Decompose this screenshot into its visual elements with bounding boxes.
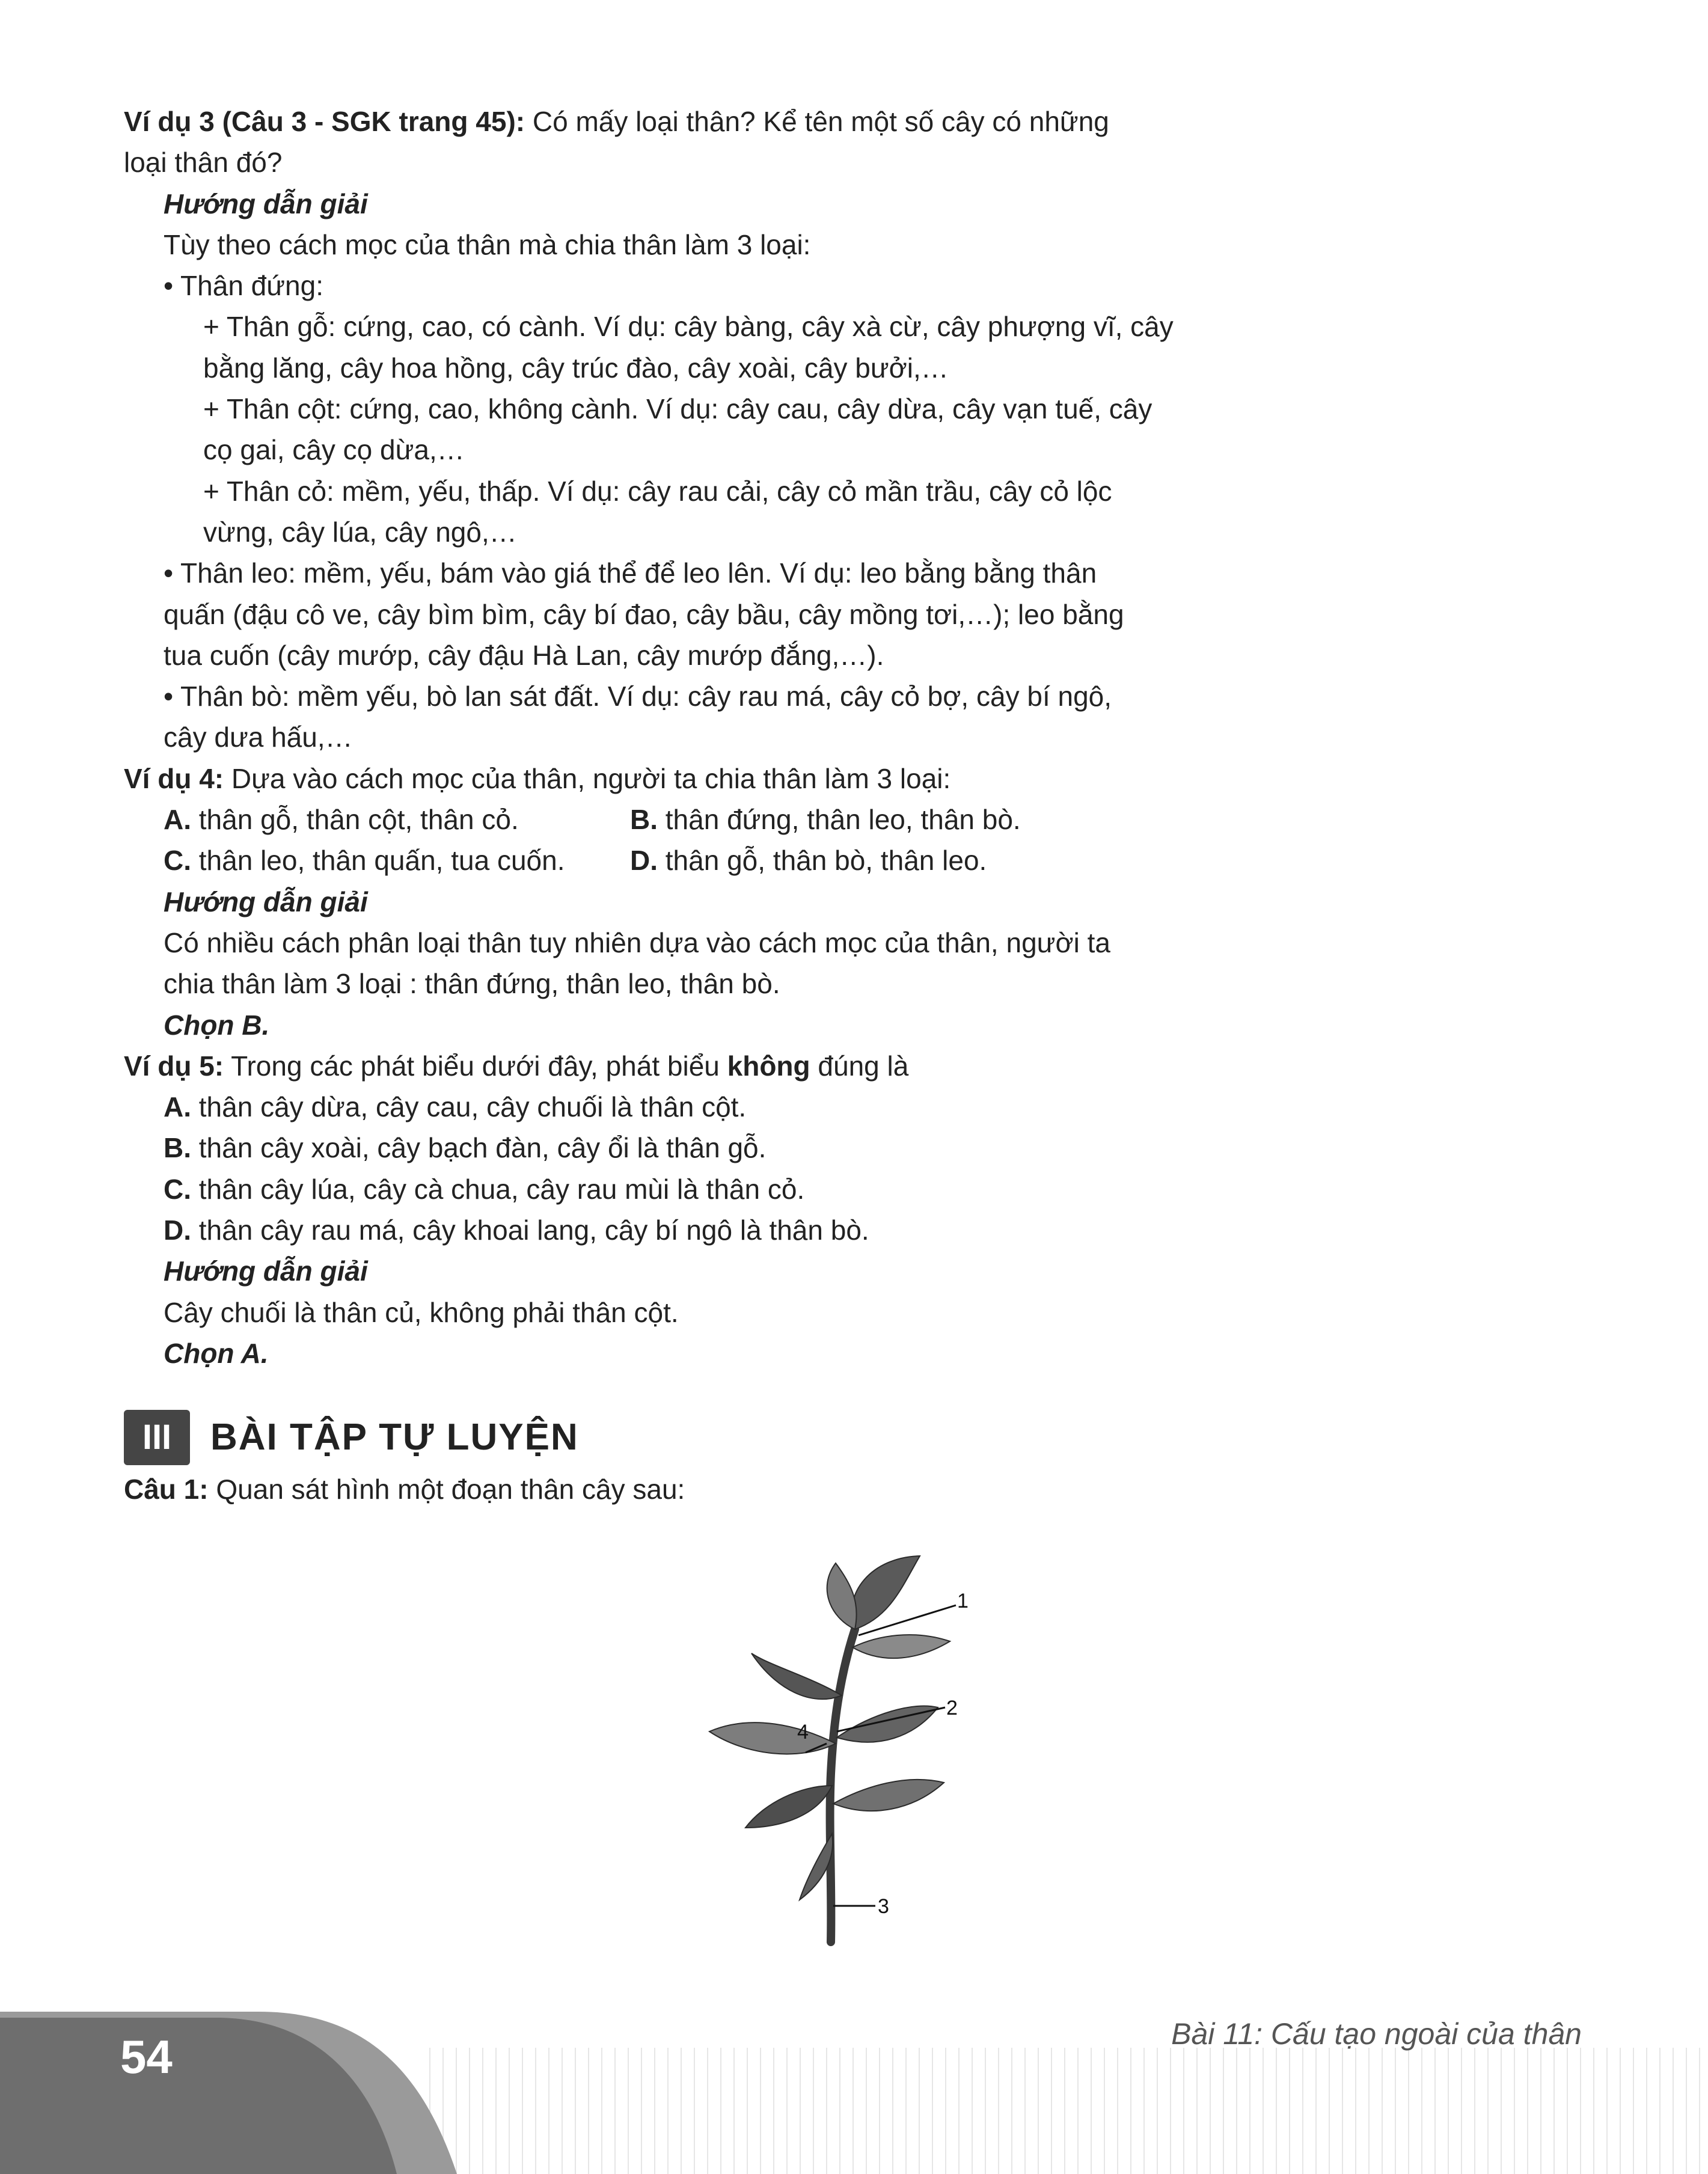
sub-bullet-line: vừng, cây lúa, cây ngô,…	[203, 516, 517, 548]
answer-line: Chọn B.	[164, 1009, 270, 1041]
option-key: D.	[630, 845, 658, 877]
figure-label-4: 4	[797, 1721, 809, 1744]
running-title: Bài 11: Cấu tạo ngoài của thân	[1171, 2017, 1582, 2051]
option-key: D.	[164, 1214, 191, 1246]
sub-bullet-line: + Thân cỏ: mềm, yếu, thấp. Ví dụ: cây rau cải, cây cỏ mần trầu, cây cỏ lộc	[203, 475, 1112, 507]
solution-line: Cây chuối là thân củ, không phải thân cột.	[164, 1296, 679, 1328]
option-key: A.	[164, 1091, 191, 1123]
example-5-emphasis: không	[727, 1050, 810, 1082]
figure-label-3: 3	[878, 1895, 889, 1918]
page-number: 54	[120, 2030, 173, 2083]
footer-stripes	[421, 2048, 1708, 2174]
option-key: A.	[164, 804, 191, 836]
section-title: BÀI TẬP TỰ LUYỆN	[210, 1416, 579, 1459]
option-text: thân cây lúa, cây cà chua, cây rau mùi là thân cỏ.	[198, 1173, 805, 1205]
option-c	[124, 1169, 1212, 1210]
option-key: C.	[164, 1173, 191, 1205]
bullet-line: tua cuốn (cây mướp, cây đậu Hà Lan, cây mướp đắng,…).	[164, 639, 884, 671]
question-1	[124, 1469, 1212, 1510]
leaf	[709, 1722, 836, 1754]
stem	[830, 1629, 855, 1942]
leaf	[745, 1786, 832, 1828]
option-b	[630, 799, 1212, 840]
section-heading	[124, 1410, 1212, 1465]
example-3-text: Có mấy loại thân? Kể tên một số cây có những	[532, 106, 1109, 137]
bullet-line: quấn (đậu cô ve, cây bìm bìm, cây bí đao, cây bầu, cây mồng tơi,…); leo bằng	[164, 598, 1124, 630]
question-1-text: Quan sát hình một đoạn thân cây sau:	[216, 1474, 685, 1505]
example-5-label: Ví dụ 5:	[124, 1050, 224, 1082]
bullet-line: cây dưa hấu,…	[164, 721, 353, 753]
example-5-text: đúng là	[818, 1050, 909, 1082]
option-text: thân gỗ, thân cột, thân cỏ.	[198, 804, 519, 836]
option-c	[164, 840, 630, 881]
example-3-label: Ví dụ 3 (Câu 3 - SGK trang 45):	[124, 106, 525, 137]
option-text: thân cây xoài, cây bạch đàn, cây ổi là thân gỗ.	[198, 1132, 767, 1164]
option-a	[164, 799, 630, 840]
example-4-text: Dựa vào cách mọc của thân, người ta chia thân làm 3 loại:	[231, 762, 951, 794]
option-text: thân gỗ, thân bò, thân leo.	[665, 845, 987, 877]
option-a	[124, 1086, 1212, 1127]
section-number-badge: III	[124, 1410, 190, 1465]
example-4-label: Ví dụ 4:	[124, 762, 224, 794]
option-text: thân đứng, thân leo, thân bò.	[665, 804, 1021, 836]
plant-stem-illustration	[697, 1545, 974, 1954]
bullet-line: • Thân bò: mềm yếu, bò lan sát đất. Ví dụ: cây rau má, cây cỏ bợ, cây bí ngô,	[164, 681, 1112, 712]
example-4-question	[124, 758, 1212, 799]
figure-label-1: 1	[957, 1590, 969, 1612]
options-row	[124, 799, 1212, 840]
option-text: thân leo, thân quấn, tua cuốn.	[198, 845, 565, 877]
example-3-question	[124, 101, 1212, 142]
option-text: thân cây dừa, cây cau, cây chuối là thân cột.	[198, 1091, 747, 1123]
plant-stem-figure	[697, 1545, 974, 1954]
solution-line: Có nhiều cách phân loại thân tuy nhiên dựa vào cách mọc của thân, người ta	[164, 926, 1110, 958]
example-5-text: Trong các phát biểu dưới đây, phát biểu	[231, 1050, 720, 1082]
options-row	[124, 840, 1212, 881]
leaf	[852, 1556, 920, 1629]
option-key: C.	[164, 845, 191, 877]
leaf	[852, 1635, 950, 1658]
option-key: B.	[630, 804, 658, 836]
solution-heading: Hướng dẫn giải	[164, 886, 368, 917]
example-5-question	[124, 1046, 1212, 1086]
leaf	[833, 1780, 944, 1811]
bullet-line: • Thân leo: mềm, yếu, bám vào giá thể để leo lên. Ví dụ: leo bằng bằng thân	[164, 557, 1097, 589]
bullet-line: • Thân đứng:	[164, 270, 324, 302]
option-key: B.	[164, 1132, 191, 1164]
sub-bullet-line: cọ gai, cây cọ dừa,…	[203, 434, 465, 466]
solution-heading: Hướng dẫn giải	[164, 188, 368, 219]
sub-bullet-line: bằng lăng, cây hoa hồng, cây trúc đào, cây xoài, cây bưởi,…	[203, 352, 949, 384]
leaf	[837, 1706, 938, 1742]
solution-heading: Hướng dẫn giải	[164, 1255, 368, 1287]
solution-line: chia thân làm 3 loại : thân đứng, thân leo, thân bò.	[164, 968, 780, 1000]
option-d	[124, 1210, 1212, 1251]
question-1-label: Câu 1:	[124, 1474, 209, 1505]
answer-line: Chọn A.	[164, 1337, 269, 1369]
leaf	[751, 1653, 842, 1699]
option-text: thân cây rau má, cây khoai lang, cây bí ngô là thân bò.	[198, 1214, 869, 1246]
sub-bullet-line: + Thân cột: cứng, cao, không cành. Ví dụ: cây cau, cây dừa, cây vạn tuế, cây	[203, 393, 1152, 425]
leaf	[827, 1563, 857, 1629]
page-content	[124, 101, 1212, 1510]
option-d	[630, 840, 1212, 881]
option-b	[124, 1127, 1212, 1168]
example-3-text-cont: loại thân đó?	[124, 147, 283, 179]
sub-bullet-line: + Thân gỗ: cứng, cao, có cành. Ví dụ: cây bàng, cây xà cừ, cây phượng vĩ, cây	[203, 311, 1174, 343]
solution-line: Tùy theo cách mọc của thân mà chia thân làm 3 loại:	[164, 228, 811, 260]
figure-label-2: 2	[946, 1697, 958, 1719]
